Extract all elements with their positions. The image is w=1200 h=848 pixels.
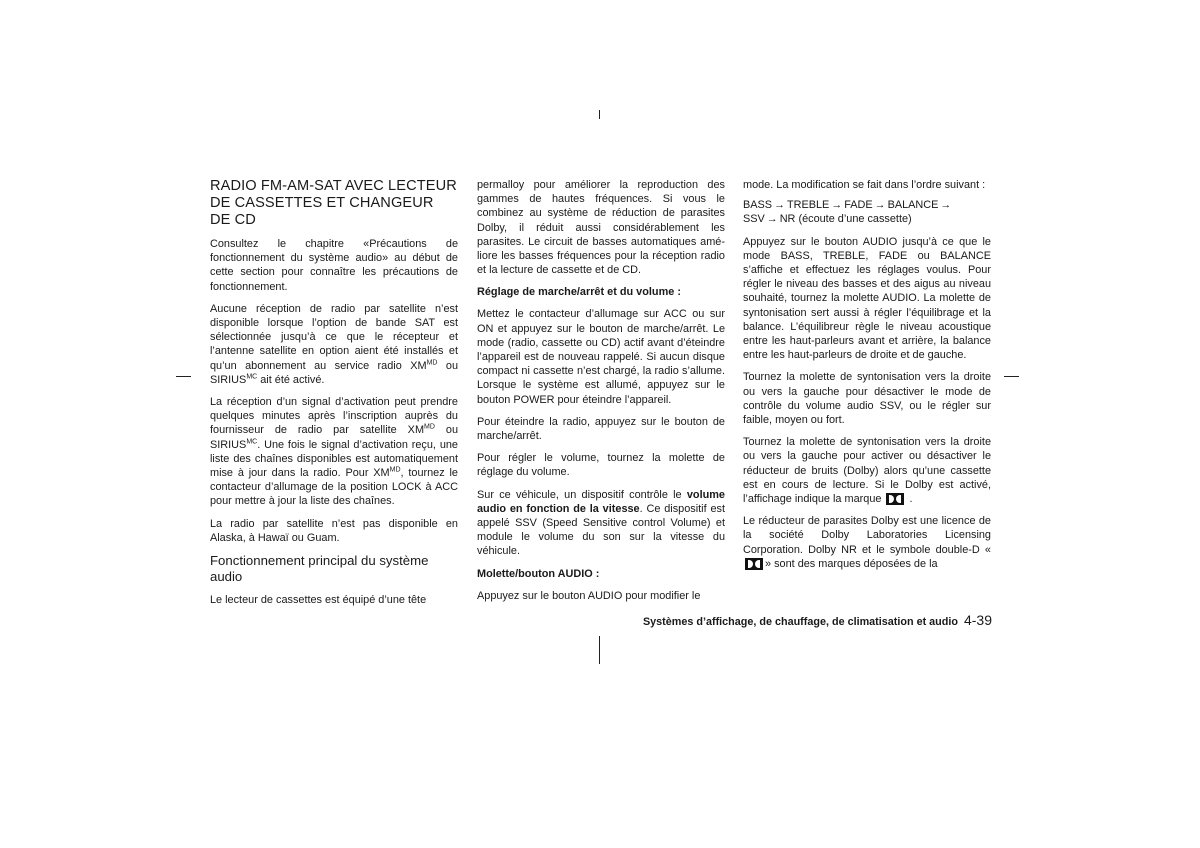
section-title: RADIO FM-AM-SAT AVEC LECTEUR DE CASSETTES ET CHANGEUR DE CD	[210, 178, 457, 228]
crop-mark-bottom	[599, 636, 600, 664]
paragraph-power-on: Mettez le contacteur d’allumage sur ACC ou sur ON et appuyez sur le bouton de marche/arrêt. Le mode (radio, cassette ou CD) actif avant d’éteindre l’appareil est de nouveau rappelé. Si aucun disque compact ni cassette n’est chargé, la radio s’allume. Lorsque le système est allumé, appuyez sur le bouton POWER pour éteindre l’appareil.	[477, 308, 725, 406]
paragraph-sat-reception: Aucune réception de radio par satellite n’est disponible lorsque l’option de bande SAT est sélectionnée jusqu’à ce que le récepteur et l’antenne satellite en option aient été installés et qu’un abonnement au service radio $XM^{MD}$ ou $SIRIUS^{MC}$ ait été activé.	[210, 302, 459, 386]
paragraph-cassette-head: Le lecteur de cassettes est équipé d’une tête	[210, 594, 427, 607]
paragraph-permalloy: permalloy pour améliorer la reproduction des gammes de hautes fréquences. Si vous le combinez au système de réduction de parasites Dolby, il réduit aussi considérablement les parasites. Le circuit de basses automatiques améliore les basses fréquences pour la réception radio et la lecture de cassette et de CD.	[477, 179, 725, 277]
page-number: 4-39	[963, 612, 992, 628]
paragraph-precautions: Consultez le chapitre «Précautions de fonctionnement du système audio» au début de cette section pour connaître les précautions de fonctionnement.	[210, 238, 458, 293]
dolby-double-d-icon	[886, 493, 904, 505]
page-footer	[560, 612, 992, 630]
paragraph-audio-adjust: Appuyez sur le bouton AUDIO jusqu’à ce que le mode BASS, TREBLE, FADE ou BALANCE s’affiche et effectuez les réglages voulus. Pour régler le niveau des basses et des aigus au niveau souhaité, tournez la molette AUDIO. La molette de syntonisation sert aussi à régler l’équilibrage et la balance. L’équilibreur règle le niveau acoustique entre les haut-parleurs avant et arrière, la balance entre les haut-parleurs de droite et de gauche.	[743, 235, 991, 362]
paragraph-ssv: Sur ce véhicule, un dispositif contrôle le volume audio en fonction de la vitesse. Ce dispositif est appelé SSV (Speed Sensitive control Volume) et module le volume du son sur la vitesse du véhicule.	[477, 488, 725, 558]
paragraph-activation-signal: La réception d’un signal d’activation peut prendre quelques minutes après l’inscription auprès du fournisseur de radio par satellite $XM^{MD}$ ou $SIRIUS^{MC}$. Une fois le signal d’activation reçu, une liste des chaînes disponibles est automatiquement mise à jour dans la radio. Pour $XM^{MD}$, tournez le contacteur d’allumage de la position LOCK à ACC pour mettre à jour la liste des chaînes.	[210, 396, 458, 508]
heading-power-volume: Réglage de marche/arrêt et du volume :	[477, 286, 681, 299]
paragraph-dolby-toggle: Tournez la molette de syntonisation vers la droite ou vers la gauche pour activer ou désactiver le réducteur de bruits (Dolby) alors qu’une cassette est en cours de lecture. Si le Dolby est activé, l’affichage indique la marque .	[743, 436, 991, 506]
crop-mark-right	[1004, 376, 1019, 377]
subsection-title: Fonctionnement principal du système audio	[210, 553, 429, 585]
paragraph-audio-button: Appuyez sur le bouton AUDIO pour modifier le	[477, 589, 701, 602]
paragraph-dolby-license: Le réducteur de parasites Dolby est une licence de la société Dolby Laboratories Licensing Corporation. Dolby NR et le symbole double-D «» sont des marques déposées de la	[743, 515, 991, 570]
column-right	[743, 178, 991, 579]
footer-section-title: Systèmes d’affichage, de chauffage, de climatisation et audio	[642, 616, 958, 628]
paragraph-power-off: Pour éteindre la radio, appuyez sur le bouton de marche/arrêt.	[477, 415, 725, 443]
mode-sequence: BASS → TREBLE → FADE → BALANCE → SSV → NR (écoute d’une cassette)	[743, 199, 952, 226]
paragraph-volume: Pour régler le volume, tournez la molette de réglage du volume.	[477, 452, 725, 479]
crop-mark-left	[176, 376, 191, 377]
crop-mark-top	[599, 110, 600, 119]
paragraph-mode-order: mode. La modification se fait dans l’ordre suivant :	[743, 179, 986, 191]
paragraph-availability: La radio par satellite n’est pas disponible en Alaska, à Hawaï ou Guam.	[210, 517, 458, 544]
dolby-double-d-icon	[745, 558, 763, 570]
column-left	[210, 178, 458, 615]
paragraph-ssv-adjust: Tournez la molette de syntonisation vers la droite ou vers la gauche pour désactiver le mode de contrôle du volume audio SSV, ou le régler sur faible, moyen ou fort.	[743, 371, 991, 427]
column-middle	[477, 178, 725, 611]
heading-audio-knob: Molette/bouton AUDIO :	[477, 567, 600, 580]
